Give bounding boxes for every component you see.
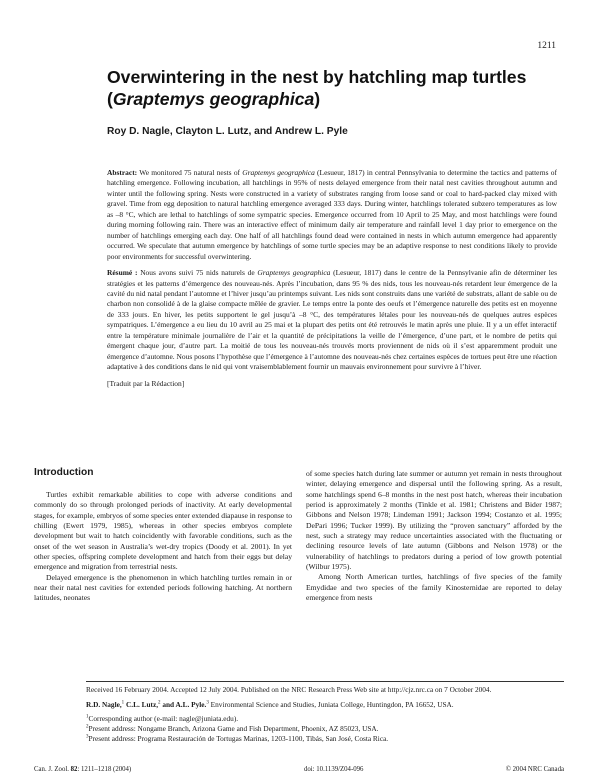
intro-paragraph-3: Among North American turtles, hatchlings of five species of the family Emydidae and two species of the family Kinosternidae are reported to delay emergence from nests [306, 572, 562, 603]
affil-author-1: R.D. Nagle, [86, 700, 122, 709]
doi-text: doi: 10.1139/Z04-096 [304, 766, 364, 773]
corresponding-author-text: Corresponding author (e-mail: nagle@juniata.edu). [88, 714, 239, 723]
present-address-3-marker: 3 [86, 734, 89, 740]
abstract-english [107, 168, 557, 262]
resume-species: Graptemys geographica [257, 268, 331, 278]
title-paren-close: ) [314, 89, 321, 109]
present-address-3 [86, 734, 566, 744]
abstract-block [107, 168, 557, 395]
resume-label: Résumé : [107, 268, 138, 278]
abstract-text-1: We monitored 75 natural nests of [137, 168, 243, 177]
author-list: Roy D. Nagle, Clayton L. Lutz, and Andrew L. Pyle [107, 126, 348, 137]
footnote-marker-1: 1 [121, 700, 125, 706]
affil-author-2: C.L. Lutz, [124, 700, 159, 709]
footnote-marker-3: 3 [206, 700, 209, 706]
title-line-1: Overwintering in the nest by hatchling map turtles [107, 67, 527, 87]
present-address-3-text: Present address: Programa Restauración de Tortugas Marinas, 1203-1100, Tibás, San José, Costa Rica. [88, 734, 389, 743]
journal-volume: 82 [70, 766, 78, 773]
title-paren-open: ( [107, 89, 113, 109]
page-number: 1211 [537, 41, 556, 51]
abstract-french [107, 268, 557, 373]
corresponding-marker: 1 [86, 714, 89, 720]
journal-name: Can. J. Zool. [34, 766, 69, 773]
copyright-notice: © 2004 NRC Canada [505, 766, 564, 773]
article-title [107, 66, 567, 110]
affil-author-3: and A.L. Pyle. [160, 700, 207, 709]
body-column-left [34, 490, 292, 604]
footnote-marker-2: 2 [158, 700, 161, 706]
footnotes [86, 685, 566, 744]
body-column-right [306, 469, 562, 603]
intro-paragraph-1: Turtles exhibit remarkable abilities to cope with adverse conditions and commonly do so through prolonged periods of inactivity. At early developmental stages, for example, embryos of some species enter extended diapause in response to chilling (Ewert 1979, 1985), whereas in other species embryos complete development but wait to hatch coincidently with favorable conditions, such as the onset of the wet season in Australia’s wet-dry tropics (Doody et al. 2001). In yet other species, offspring complete development and hatch from their eggs but delay emergence and migration from terrestrial nests. [34, 490, 292, 572]
intro-paragraph-2: Delayed emergence is the phenomenon in which hatchling turtles remain in or near their natal nest cavities for extended periods following hatching. At northern latitudes, neonates [34, 572, 292, 603]
affil-institution: Environmental Science and Studies, Juniata College, Huntingdon, PA 16652, USA. [208, 700, 454, 709]
present-address-2 [86, 724, 566, 734]
present-address-2-text: Present address: Nongame Branch, Arizona Game and Fish Department, Phoenix, AZ 85023, USA. [88, 724, 379, 733]
received-dates: Received 16 February 2004. Accepted 12 July 2004. Published on the NRC Research Press Web site at http://cjz.nrc.ca on 7 October 2004. [86, 685, 492, 694]
resume-text-2: (Lesueur, 1817) dans le centre de la Pennsylvanie afin de déterminer les stratégies et les patterns d’émergence des nouveau-nés. Après l’incubation, dans 95 % des nids, tous les nouveau-nés retardent leur émergence de la cavité du nid natal pendant l’automne et l’hiver jusqu’au printemps suivant. Les nids sont construits dans une variété de substrats, allant de sable ou de charbon non consolidé à de la glaise compacte mêlée de gravier. Le temps entre la ponte des oeufs et l’émergence naturelle des petits est en moyenne de 333 jours. En hiver, les petits supportent le gel jusqu’à –8 °C, des températures létales pour les nouveau-nés de quelques autres espèces sympatriques. L’émergence a eu lieu du 10 avril au 25 mai et la plupart des petits ont été retrouvés le matin après une pluie. Il y a un effet interactif entre la température minimale journalière de l’air et la quantité de précipitations la veille de l’émergence, d’une part, et le nombre de petits qui émergent chaque jour, d’autre part. La moitié de tous les nouveau-nés trouvés morts proviennent de nids où il s’est apparemment produit une émergence d’automne. Nous posons l’hypothèse que l’émergence à l’automne des nouveau-nés chez certaines espèces de tortues peut être une réaction adaptative à des conditions dans le nid qui vont vraisemblablement fournir un mauvais environnement pour survivre à l’hiver. [107, 268, 557, 372]
footnote-divider [86, 681, 564, 682]
abstract-label: Abstract: [107, 168, 138, 177]
translation-note: [Traduit par la Rédaction] [107, 378, 185, 388]
author-affiliation [86, 700, 566, 710]
introduction-heading: Introduction [34, 467, 94, 478]
abstract-text-2: (Lesueur, 1817) in central Pennsylvania to determine the tactics and patterns of hatchling emergence. Following incubation, all hatchlings in 95% of nests delayed emergence from their natal nest cavities throughout autumn and winter until the following spring. Nests were constructed in a variety of substrates ranging from loose sand or coal to hard-packed clay mixed with gravel. Time from egg deposition to natural hatchling emergence averaged 333 days. During winter, hatchlings tolerated subzero temperatures as low as –8 °C, which are lethal to hatchlings of some sympatric species. Emergence occurred from 10 April to 25 May, and most hatchlings were found during morning following rain. There was an interactive effect of minimum daily air temperature and rainfall level 1 day prior to emergence on the number of hatchlings emerging each day. One half of all hatchlings found dead were contained in nests in which autumn emergence had apparently occurred. We speculate that autumn emergence by hatchlings of some turtle species may be an adaptive response to nest conditions likely to provide poor environments for successful overwintering. [107, 168, 558, 261]
title-species: Graptemys geographica [112, 89, 315, 109]
present-address-2-marker: 2 [86, 724, 89, 730]
intro-paragraph-continued: of some species hatch during late summer or autumn yet remain in nests throughout winter, delaying emergence and dispersal until the following spring. As a result, some hatchlings spend 6–8 months in the nest post hatch, whereas their incubation period is approximately 2 months (Tinkle et al. 1981; Christens and Bider 1987; Gibbons and Nelson 1978; Lindeman 1991; Jackson 1994; Costanzo et al. 1995; DePari 1996; Tucker 1999). By utilizing the “proven sanctuary” afforded by the nest, such a strategy may reduce uncertainties associated with the fluctuating or declining resource levels of late autumn (Gibbons and Nelson 1978) or the vulnerability of hatchlings to predators during a period of low growth potential (Wilbur 1975). [306, 469, 562, 572]
corresponding-author-note [86, 714, 566, 724]
journal-citation [34, 766, 131, 773]
abstract-species: Graptemys geographica [242, 168, 315, 177]
journal-pages: : 1211–1218 (2004) [77, 766, 132, 773]
resume-text-1: Nous avons suivi 75 nids naturels de [137, 268, 258, 278]
